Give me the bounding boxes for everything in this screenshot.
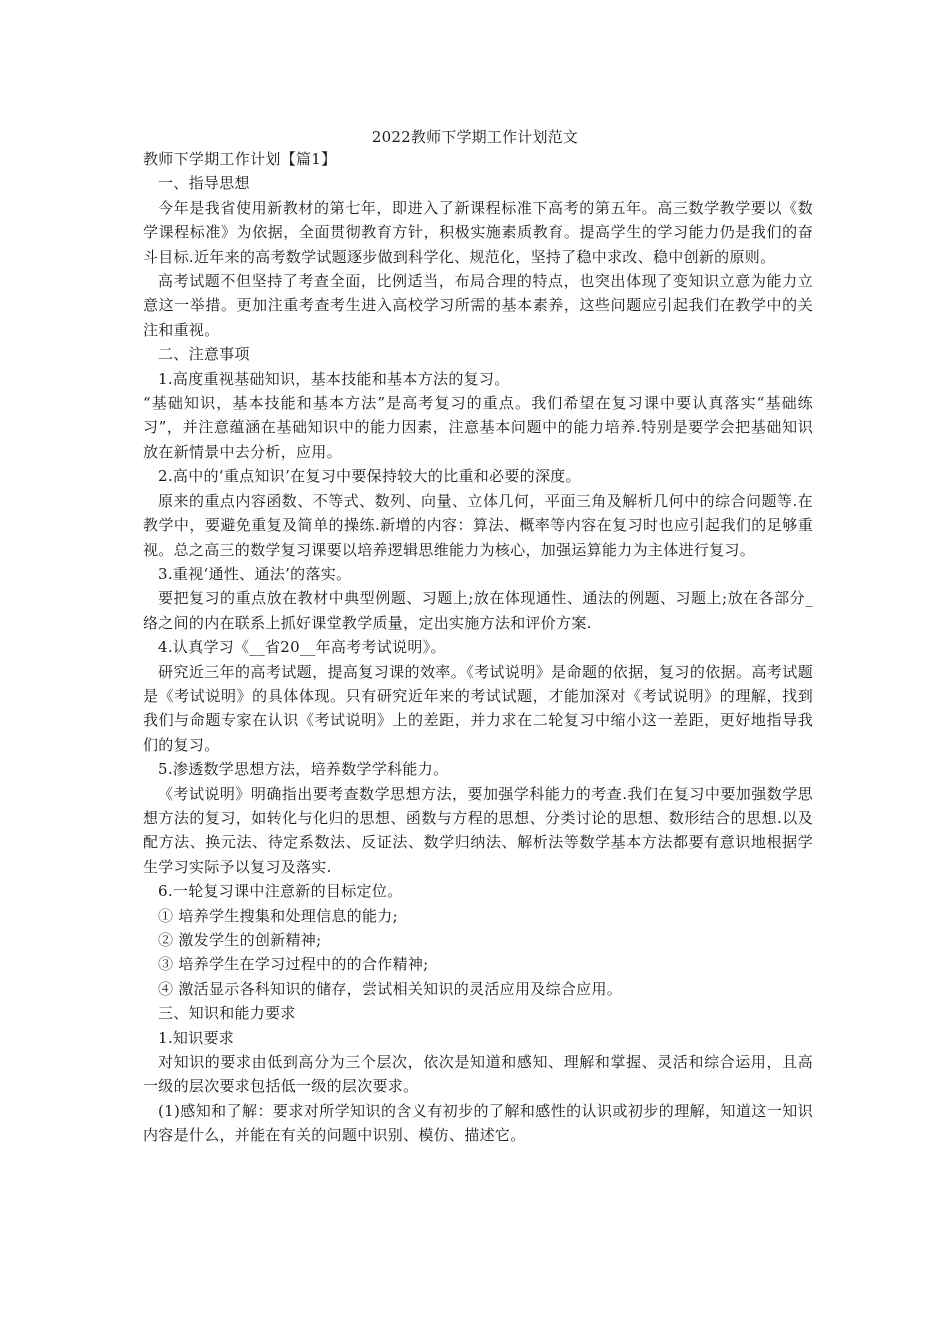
paragraph: 4.认真学习《__省20__年高考考试说明》。 xyxy=(158,638,446,657)
paragraph: 今年是我省使用新教材的第七年，即进入了新课程标准下高考的第五年。高三数学教学要以《数学课程标准》为依据，全面贯彻教育方针，积极实施素质教育。提高学生的学习能力仍是我们的奋斗目标.近年来的高考数学试题逐步做到科学化、规范化，坚持了稳中求改、稳中创新的原则。 xyxy=(143,198,813,266)
paragraph: 原来的重点内容函数、不等式、数列、向量、立体几何，平面三角及解析几何中的综合问题等.在教学中，要避免重复及简单的操练.新增的内容：算法、概率等内容在复习时也应引起我们的足够重视。总之高三的数学复习课要以培养逻辑思维能力为核心，加强运算能力为主体进行复习。 xyxy=(143,491,813,559)
paragraph: “基础知识，基本技能和基本方法”是高考复习的重点。我们希望在复习课中要认真落实“基础练习”，并注意蕴涵在基础知识中的能力因素，注意基本问题中的能力培养.特别是要学会把基础知识放在新情景中去分析，应用。 xyxy=(143,394,813,461)
paragraph: 5.渗透数学思想方法，培养数学学科能力。 xyxy=(158,760,449,779)
paragraph: 高考试题不但坚持了考查全面，比例适当，布局合理的特点，也突出体现了变知识立意为能力立意这一举措。更加注重考查考生进入高校学习所需的基本素养，这些问题应引起我们在教学中的关注和重视。 xyxy=(143,272,813,339)
paragraph: 1.知识要求 xyxy=(158,1028,235,1047)
paragraph: 对知识的要求由低到高分为三个层次，依次是知道和感知、理解和掌握、灵活和综合运用，且高一级的层次要求包括低一级的层次要求。 xyxy=(143,1053,813,1096)
paragraph: 6.一轮复习课中注意新的目标定位。 xyxy=(158,882,403,901)
document-body xyxy=(143,147,813,1148)
paragraph: ② 激发学生的创新精神; xyxy=(158,931,322,949)
paragraph: ① 培养学生搜集和处理信息的能力; xyxy=(158,906,398,925)
paragraph: 3.重视‘通性、通法’的落实。 xyxy=(158,564,352,583)
paragraph: (1)感知和了解：要求对所学知识的含义有初步的了解和感性的认识或初步的理解，知道这一知识内容是什么，并能在有关的问题中识别、模仿、描述它。 xyxy=(143,1101,813,1145)
paragraph: ③ 培养学生在学习过程中的的合作精神; xyxy=(158,955,429,974)
paragraph: ④ 激活显示各科知识的储存，尝试相关知识的灵活应用及综合应用。 xyxy=(158,979,623,998)
paragraph: 1.高度重视基础知识，基本技能和基本方法的复习。 xyxy=(158,369,510,388)
paragraph: 二、注意事项 xyxy=(158,345,250,364)
paragraph: 研究近三年的高考试题，提高复习课的效率。《考试说明》是命题的依据，复习的依据。高考试题是《考试说明》的具体体现。只有研究近年来的考试试题，才能加深对《考试说明》的理解，找到我们与命题专家在认识《考试说明》上的差距，并力求在二轮复习中缩小这一差距，更好地指导我们的复习。 xyxy=(143,662,813,754)
paragraph: 教师下学期工作计划【篇1】 xyxy=(143,150,337,168)
paragraph: 一、指导思想 xyxy=(158,174,250,193)
paragraph: 三、知识和能力要求 xyxy=(158,1004,296,1023)
document-title: 2022教师下学期工作计划范文 xyxy=(371,128,579,146)
paragraph: 2.高中的‘重点知识’在复习中要保持较大的比重和必要的深度。 xyxy=(158,467,581,486)
paragraph: 《考试说明》明确指出要考查数学思想方法，要加强学科能力的考查.我们在复习中要加强数学思想方法的复习，如转化与化归的思想、函数与方程的思想、分类讨论的思想、数形结合的思想.以及配方法、换元法、待定系数法、反证法、数学归纳法、解析法等数学基本方法都要有意识地根据学生学习实际予以复习及落实. xyxy=(143,784,813,876)
paragraph: 要把复习的重点放在教材中典型例题、习题上;放在体现通性、通法的例题、习题上;放在各部分_络之间的内在联系上抓好课堂教学质量，定出实施方法和评价方案. xyxy=(143,589,813,632)
